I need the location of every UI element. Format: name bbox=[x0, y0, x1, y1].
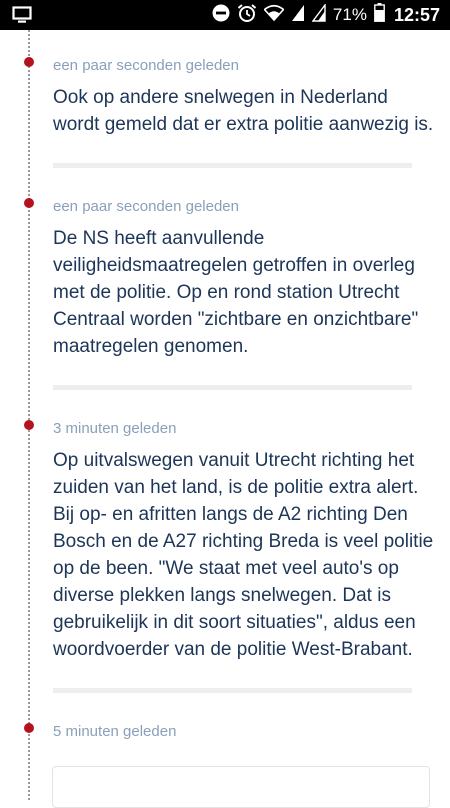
signal-icon-2 bbox=[312, 4, 326, 27]
do-not-disturb-icon bbox=[212, 4, 230, 27]
screen-icon bbox=[12, 6, 32, 29]
signal-icon bbox=[291, 4, 305, 27]
live-feed[interactable] bbox=[0, 30, 450, 741]
entry-text: De NS heeft aanvullende veiligheidsmaatregelen getroffen in overleg met de politie. Op en rond station Utrecht Centraal worden "zichtbare en onzichtbare" maatregelen genomen. bbox=[53, 228, 419, 357]
timeline-dot bbox=[24, 198, 34, 208]
battery-icon bbox=[374, 3, 385, 27]
entry-timestamp: een paar seconden geleden bbox=[53, 198, 239, 215]
entry-timestamp: een paar seconden geleden bbox=[53, 57, 239, 74]
timeline-dot bbox=[24, 420, 34, 430]
separator bbox=[53, 163, 412, 168]
battery-percent: 71% bbox=[332, 5, 367, 24]
timeline-dot bbox=[24, 723, 34, 733]
separator bbox=[53, 385, 412, 390]
status-bar bbox=[0, 0, 450, 30]
timeline-dot bbox=[24, 57, 34, 67]
feed-entry bbox=[0, 420, 450, 693]
feed-entry bbox=[0, 198, 450, 390]
embedded-card[interactable] bbox=[52, 766, 430, 808]
entry-text: Op uitvalswegen vanuit Utrecht richting het zuiden van het land, is de politie extra alert. Bij op- en afritten langs de A2 richting Den Bosch en de A27 richting Breda is veel politie op de been. "We staat met veel auto's op diverse plekken langs snelwegen. Dat is gebruikelijk in dit soort situaties", aldus een woordvoerder van de politie West-Brabant. bbox=[53, 450, 434, 660]
feed-entry bbox=[0, 30, 450, 168]
alarm-icon bbox=[237, 3, 257, 28]
feed-entry bbox=[0, 723, 450, 741]
entry-timestamp: 3 minuten geleden bbox=[53, 420, 177, 437]
separator bbox=[53, 688, 412, 693]
wifi-icon bbox=[264, 4, 284, 27]
clock: 12:57 bbox=[393, 4, 440, 25]
entry-text: Ook op andere snelwegen in Nederland wordt gemeld dat er extra politie aanwezig is. bbox=[53, 87, 434, 135]
entry-timestamp: 5 minuten geleden bbox=[53, 723, 177, 740]
